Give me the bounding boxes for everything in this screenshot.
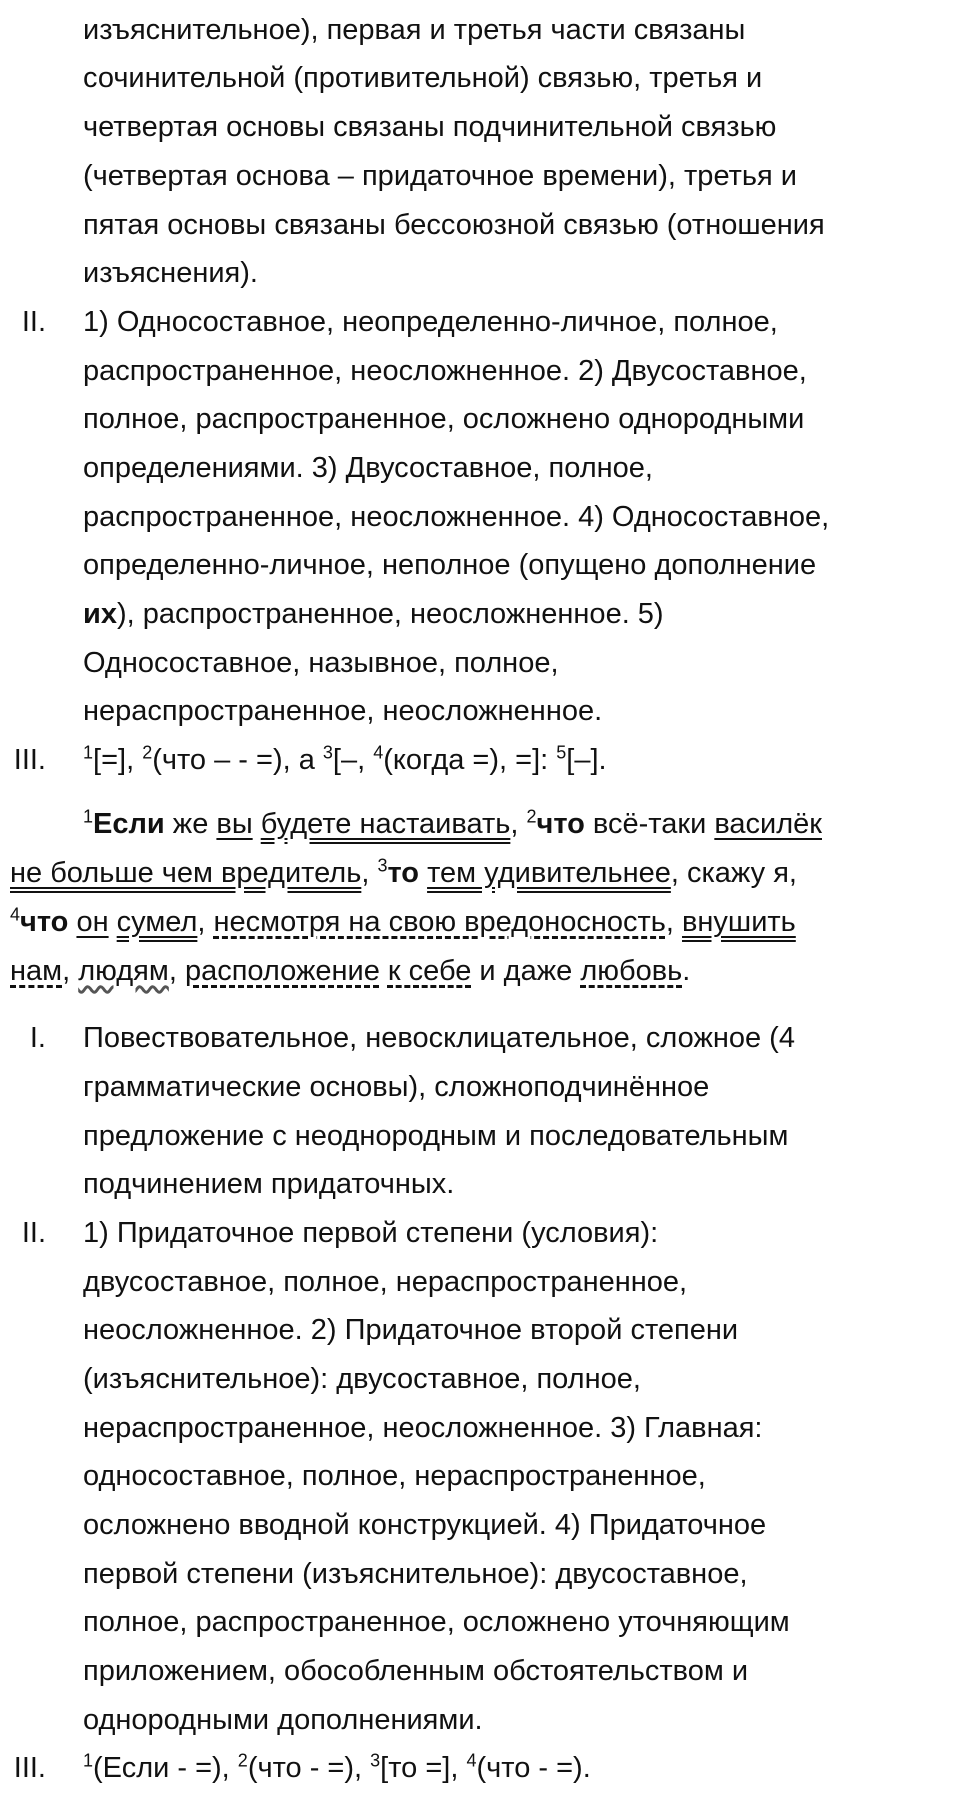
punctuation: , — [62, 955, 79, 987]
text-line: (изъяснительное): двусоставное, полное, — [83, 1363, 641, 1395]
subject: вы — [216, 808, 253, 840]
subject: он — [76, 906, 109, 938]
list-marker: I. — [29, 1022, 46, 1054]
apposition: людям — [78, 955, 169, 987]
scheme-part: [то =], — [380, 1752, 467, 1784]
text-fragment: ), распространенное, неосложненное. 5) — [116, 598, 664, 630]
punctuation: , — [168, 955, 185, 987]
text-line: нераспространенное, неосложненное. 3) Главная: — [83, 1412, 763, 1444]
text-line: двусоставное, полное, нераспространенное, — [83, 1266, 688, 1298]
scheme-part: [–]. — [566, 744, 607, 776]
text-line: четвертая основы связаны подчинительной связью — [83, 111, 777, 143]
text-line: сочинительной (противительной) связью, третья и — [83, 62, 763, 94]
clause-number: 3 — [322, 742, 333, 763]
clause-number: 3 — [377, 855, 388, 876]
text-line: изъяснительное), первая и третья части связаны — [83, 14, 746, 46]
clause-number: 2 — [526, 806, 537, 827]
clause-number: 2 — [142, 742, 153, 763]
clause-number: 1 — [83, 742, 94, 763]
object: к себе — [387, 955, 472, 987]
predicate: тем удивительнее — [427, 857, 671, 889]
scheme-part: (что - =). — [476, 1752, 591, 1784]
text-line — [83, 594, 664, 634]
word — [380, 955, 388, 987]
word — [419, 857, 427, 889]
scheme-part: [–, — [332, 744, 374, 776]
analyzed-sentence — [10, 800, 915, 996]
word: и даже — [471, 955, 581, 987]
text-line: полное, распространенное, осложнено уточняющим — [83, 1606, 790, 1638]
text-line: определениями. 3) Двусоставное, полное, — [83, 452, 653, 484]
list-marker: III. — [13, 744, 46, 776]
sentence-line — [10, 849, 915, 898]
clause-number: 5 — [556, 742, 567, 763]
predicate: сумел — [116, 906, 198, 938]
sentence-line — [10, 898, 915, 947]
list-marker: II. — [21, 1217, 46, 1249]
text-line: 1) Односоставное, неопределенно-личное, полное, — [83, 306, 778, 338]
conjunction: то — [387, 857, 420, 889]
text-line: (четвертая основа – придаточное времени), третья и — [83, 160, 797, 192]
text-line: полное, распространенное, осложнено однородными — [83, 403, 805, 435]
sentence-line — [10, 800, 915, 849]
clause-number: 3 — [370, 1750, 381, 1771]
scheme-part: (что – - =), а — [152, 744, 323, 776]
punctuation: , — [510, 808, 527, 840]
text-line: пятая основы связаны бессоюзной связью (отношения — [83, 209, 825, 241]
scheme-part: (Если - =), — [93, 1752, 238, 1784]
scheme-part: (когда =), =]: — [383, 744, 557, 776]
punctuation: . — [682, 955, 691, 987]
sentence-line — [10, 947, 915, 996]
punctuation: , — [361, 857, 378, 889]
list-marker: II. — [21, 306, 46, 338]
punctuation: , — [665, 906, 683, 938]
text-line: осложнено вводной конструкцией. 4) Придаточное — [83, 1509, 767, 1541]
predicate: будете настаивать — [260, 808, 511, 840]
text-line: первой степени (изъяснительное): двусоставное, — [83, 1558, 748, 1590]
conjunction: что — [20, 906, 69, 938]
text-line: изъяснения). — [83, 257, 258, 289]
clause-number: 4 — [10, 904, 21, 925]
text-line: подчинением придаточных. — [83, 1168, 455, 1200]
text-line: распространенное, неосложненное. 4) Односоставное, — [83, 501, 830, 533]
clause-number: 1 — [83, 806, 94, 827]
scheme-part: [=], — [93, 744, 143, 776]
text-line: определенно-личное, неполное (опущено дополнение — [83, 549, 817, 581]
text-line: односоставное, полное, нераспространенное, — [83, 1460, 706, 1492]
word: всё-таки — [584, 808, 715, 840]
text-line: Повествовательное, невосклицательное, сложное (4 — [83, 1022, 795, 1054]
text-line: неосложненное. 2) Придаточное второй степени — [83, 1314, 739, 1346]
word: же — [164, 808, 217, 840]
subject: василёк — [714, 808, 822, 840]
text-line: предложение с неоднородным и последовательным — [83, 1120, 789, 1152]
predicate: не больше чем вредитель — [10, 857, 362, 889]
word — [253, 808, 261, 840]
clause-number: 2 — [237, 1750, 248, 1771]
clause-number: 4 — [466, 1750, 477, 1771]
text-line: однородными дополнениями. — [83, 1704, 483, 1736]
object: нам — [10, 955, 63, 987]
text-line: грамматические основы), сложноподчинённое — [83, 1071, 710, 1103]
text-line: нераспространенное, неосложненное. — [83, 695, 603, 727]
text-line: 1) Придаточное первой степени (условия): — [83, 1217, 659, 1249]
scheme-line — [83, 1748, 591, 1788]
predicate: внушить — [682, 906, 796, 938]
object: расположение — [184, 955, 380, 987]
scheme-part: (что - =), — [247, 1752, 371, 1784]
object: любовь — [580, 955, 683, 987]
punctuation: , — [197, 906, 214, 938]
text-line: Односоставное, назывное, полное, — [83, 647, 559, 679]
clause-number: 1 — [83, 1750, 94, 1771]
adverbial: несмотря на свою вредоносность — [213, 906, 666, 938]
bold-word: их — [83, 598, 117, 630]
conjunction: что — [536, 808, 585, 840]
text-line: приложением, обособленным обстоятельством и — [83, 1655, 749, 1687]
clause-number: 4 — [373, 742, 384, 763]
text-line: распространенное, неосложненное. 2) Двусоставное, — [83, 355, 807, 387]
conjunction: Если — [93, 808, 165, 840]
scheme-line — [83, 740, 607, 780]
word: , скажу я, — [670, 857, 797, 889]
word — [109, 906, 117, 938]
list-marker: III. — [13, 1752, 46, 1784]
